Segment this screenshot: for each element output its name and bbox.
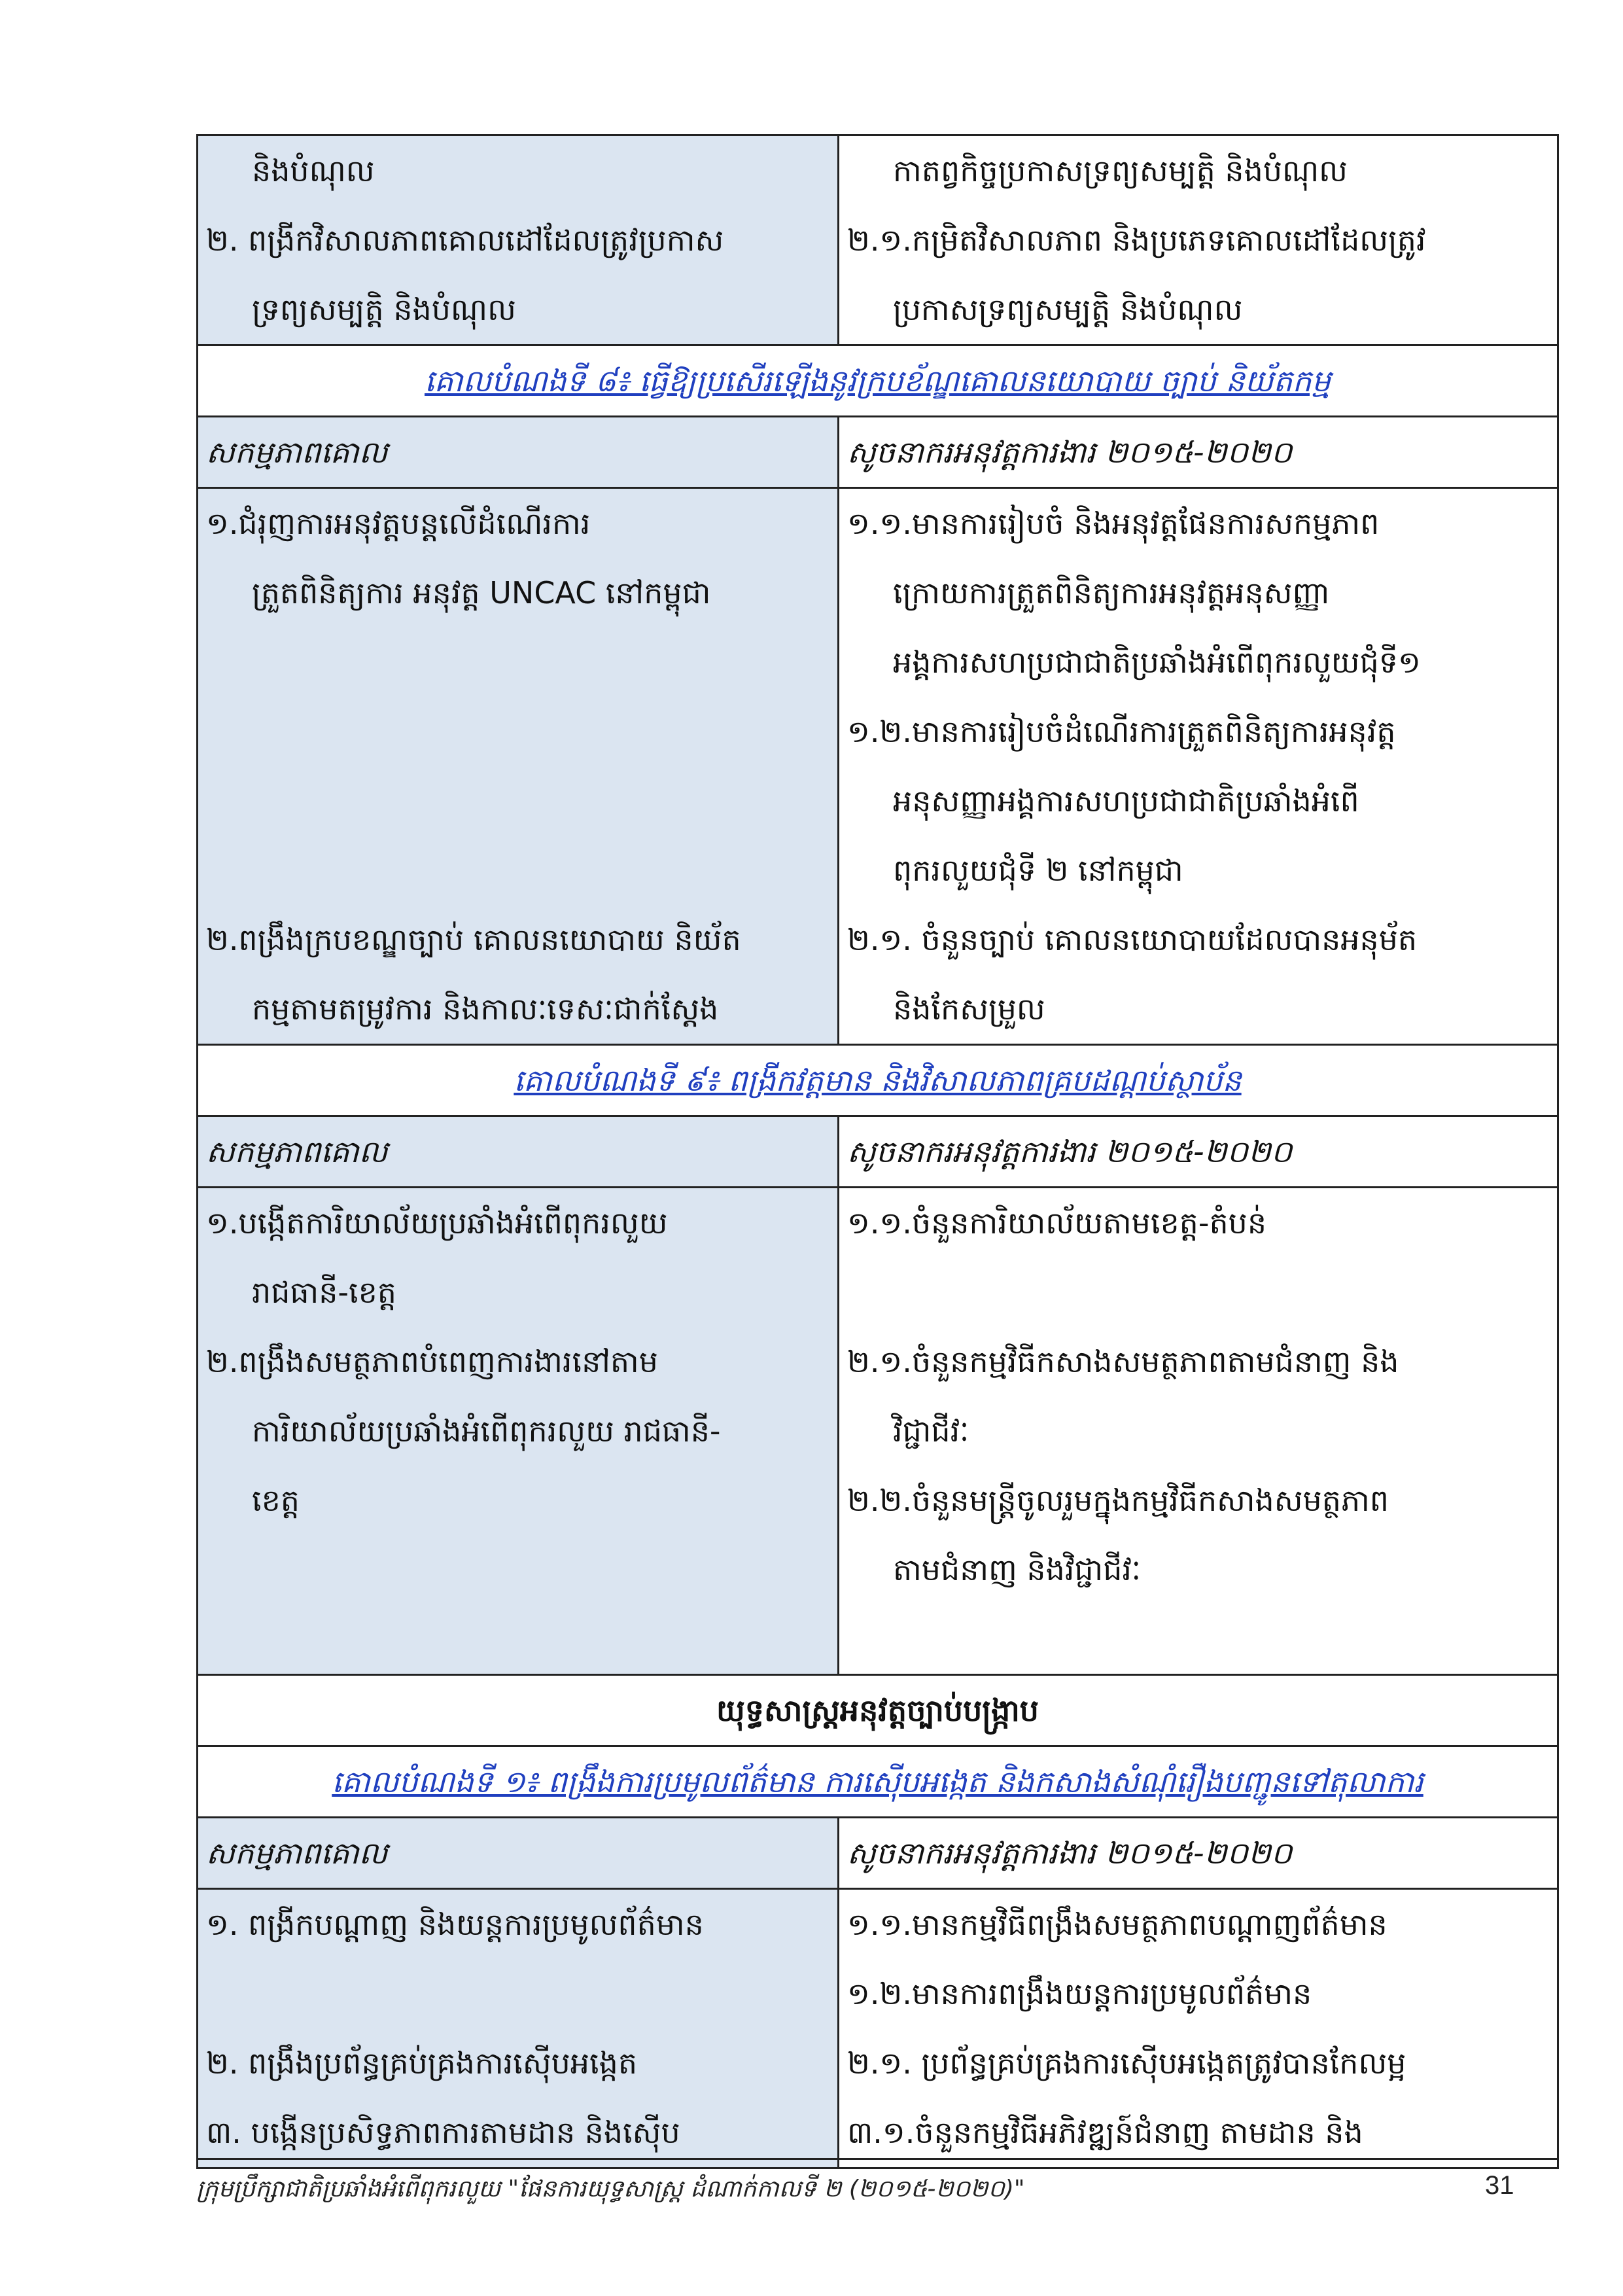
header-row — [198, 1818, 1558, 1889]
text-line: ២.១.ចំនួនកម្មវិធីកសាងសមត្ថភាពតាមជំនាញ និង — [847, 1344, 1399, 1379]
header-row — [198, 417, 1558, 488]
text-line: រាជធានី-ខេត្ត — [252, 1275, 396, 1310]
text-line: ២.១. ចំនួនច្បាប់ គោលនយោបាយដែលបានអនុម័ត — [847, 922, 1418, 957]
text-line: ២.ពង្រឹងក្របខណ្ឌច្បាប់ គោលនយោបាយ និយ័ត — [206, 922, 741, 957]
text-line: ១. ពង្រីកបណ្តាញ និងយន្តការប្រមូលព័ត៌មាន — [206, 1907, 704, 1942]
text-line: ២.ពង្រឹងសមត្ថភាពបំពេញការងារនៅតាម — [206, 1344, 658, 1379]
text-line: ទ្រព្យសម្បត្តិ និងបំណុល — [252, 292, 516, 327]
text-line: ៣. បង្កើនប្រសិទ្ធភាពការតាមដាន និងស៊ើប — [206, 2115, 680, 2150]
text-line: ២. ពង្រឹងប្រព័ន្ធគ្រប់គ្រងការស៊ើបអង្កេត — [206, 2045, 638, 2081]
section-title-row — [198, 1675, 1558, 1746]
text-line: និងបំណុល — [252, 153, 375, 188]
text-line: ១.១.ចំនួនការិយាល័យតាមខេត្ត-តំបន់ — [847, 1205, 1267, 1241]
text-line: ១.១.មានកម្មវិធីពង្រឹងសមត្ថភាពបណ្តាញព័ត៌មាន — [847, 1907, 1387, 1942]
table-row — [198, 1889, 1558, 2168]
text-line: ១.១.មានការរៀបចំ និងអនុវត្តផែនការសកម្មភាព — [847, 506, 1380, 541]
text-line: ពុករលួយជុំទី ២ នៅកម្ពុជា — [893, 853, 1183, 888]
indicator-cell — [839, 135, 1558, 345]
table-row — [198, 135, 1558, 345]
strategy-title: យុទ្ធសាស្ត្រអនុវត្តច្បាប់បង្ក្រាប — [198, 1675, 1558, 1746]
activity-cell — [198, 488, 839, 1045]
text-line: ២. ពង្រីកវិសាលភាពគោលដៅដែលត្រូវប្រកាស — [206, 222, 724, 258]
text-line: កម្មតាមតម្រូវការ និងកាលៈទេសៈជាក់ស្តែង — [252, 991, 719, 1027]
header-row — [198, 1116, 1558, 1188]
text-line: ខេត្ត — [252, 1483, 300, 1518]
text-line: តាមជំនាញ និងវិជ្ជាជីវៈ — [893, 1552, 1142, 1587]
indicator-cell — [839, 488, 1558, 1045]
indicator-cell — [839, 1188, 1558, 1675]
col-header-activity: សកម្មភាពគោល — [198, 1818, 839, 1889]
text-line: ២.២.ចំនួនមន្ត្រីចូលរួមក្នុងកម្មវិធីកសាងសមត្ថភាព — [847, 1483, 1389, 1518]
goal-1-heading: គោលបំណងទី ១៖ ពង្រឹងការប្រមូលព័ត៌មាន ការស៊ើបអង្កេត និងកសាងសំណុំរឿងបញ្ជូនទៅតុលាការ — [198, 1746, 1558, 1818]
text-line: ប្រកាសទ្រព្យសម្បត្តិ និងបំណុល — [893, 292, 1243, 327]
col-header-indicator: សូចនាករអនុវត្តការងារ ២០១៥-២០២០ — [839, 1116, 1558, 1188]
text-line: ១.២.មានការពង្រឹងយន្តការប្រមូលព័ត៌មាន — [847, 1976, 1312, 2011]
indicator-cell — [839, 1889, 1558, 2168]
footer-divider — [196, 2158, 1557, 2160]
text-line: ១.២.មានការរៀបចំដំណើរការត្រួតពិនិត្យការអនុវត្ត — [847, 714, 1396, 749]
table-row — [198, 488, 1558, 1045]
text-line: ត្រួតពិនិត្យការ អនុវត្ត UNCAC នៅកម្ពុជា — [252, 575, 711, 610]
text-line: ក្រោយការត្រួតពិនិត្យការអនុវត្តអនុសញ្ញា — [893, 575, 1330, 610]
text-line: ១.បង្កើតការិយាល័យប្រឆាំងអំពើពុករលួយ — [206, 1205, 668, 1241]
table-row — [198, 1188, 1558, 1675]
text-line: វិជ្ជាជីវៈ — [893, 1413, 969, 1449]
goal-9-heading: គោលបំណងទី ៩៖ ពង្រីកវត្តមាន និងវិសាលភាពគ្របដណ្តប់ស្ថាប័ន — [198, 1045, 1558, 1116]
footer-text: ក្រុមប្រឹក្សាជាតិប្រឆាំងអំពើពុករលួយ "ផែនការយុទ្ធសាស្ត្រ ដំណាក់កាលទី ២ (២០១៥-២០២០)" — [196, 2176, 1025, 2202]
col-header-indicator: សូចនាករអនុវត្តការងារ ២០១៥-២០២០ — [839, 417, 1558, 488]
text-line: ១.ជំរុញការអនុវត្តបន្តលើដំណើរការ — [206, 506, 591, 541]
activity-cell — [198, 1889, 839, 2168]
text-line: ៣.១.ចំនួនកម្មវិធីអភិវឌ្ឍន៍ជំនាញ តាមដាន និង — [847, 2115, 1363, 2150]
text-line: កាតព្វកិច្ចប្រកាសទ្រព្យសម្បត្តិ និងបំណុល — [893, 153, 1348, 188]
goal-row — [198, 345, 1558, 417]
text-line: ការិយាល័យប្រឆាំងអំពើពុករលួយ រាជធានី- — [252, 1413, 721, 1449]
text-line: អនុសញ្ញាអង្គការសហប្រជាជាតិប្រឆាំងអំពើ — [893, 783, 1359, 819]
col-header-activity: សកម្មភាពគោល — [198, 1116, 839, 1188]
text-line: ២.១. ប្រព័ន្ធគ្រប់គ្រងការស៊ើបអង្កេតត្រូវបានកែលម្អ — [847, 2045, 1406, 2081]
goal-row — [198, 1045, 1558, 1116]
text-line: និងកែសម្រួល — [893, 991, 1045, 1027]
col-header-activity: សកម្មភាពគោល — [198, 417, 839, 488]
goal-8-heading: គោលបំណងទី ៨៖ ធ្វើឱ្យប្រសើរឡើងនូវក្របខ័ណ្ឌគោលនយោបាយ ច្បាប់ និយ័តកម្ម — [198, 345, 1558, 417]
text-line: ២.១.កម្រិតវិសាលភាព និងប្រភេទគោលដៅដែលត្រូវ — [847, 222, 1426, 258]
strategy-table — [196, 134, 1559, 2169]
activity-cell — [198, 1188, 839, 1675]
page-number: 31 — [1485, 2171, 1514, 2200]
goal-row — [198, 1746, 1558, 1818]
text-line: អង្គការសហប្រជាជាតិប្រឆាំងអំពើពុករលួយជុំទី១ — [893, 645, 1421, 680]
col-header-indicator: សូចនាករអនុវត្តការងារ ២០១៥-២០២០ — [839, 1818, 1558, 1889]
activity-cell — [198, 135, 839, 345]
